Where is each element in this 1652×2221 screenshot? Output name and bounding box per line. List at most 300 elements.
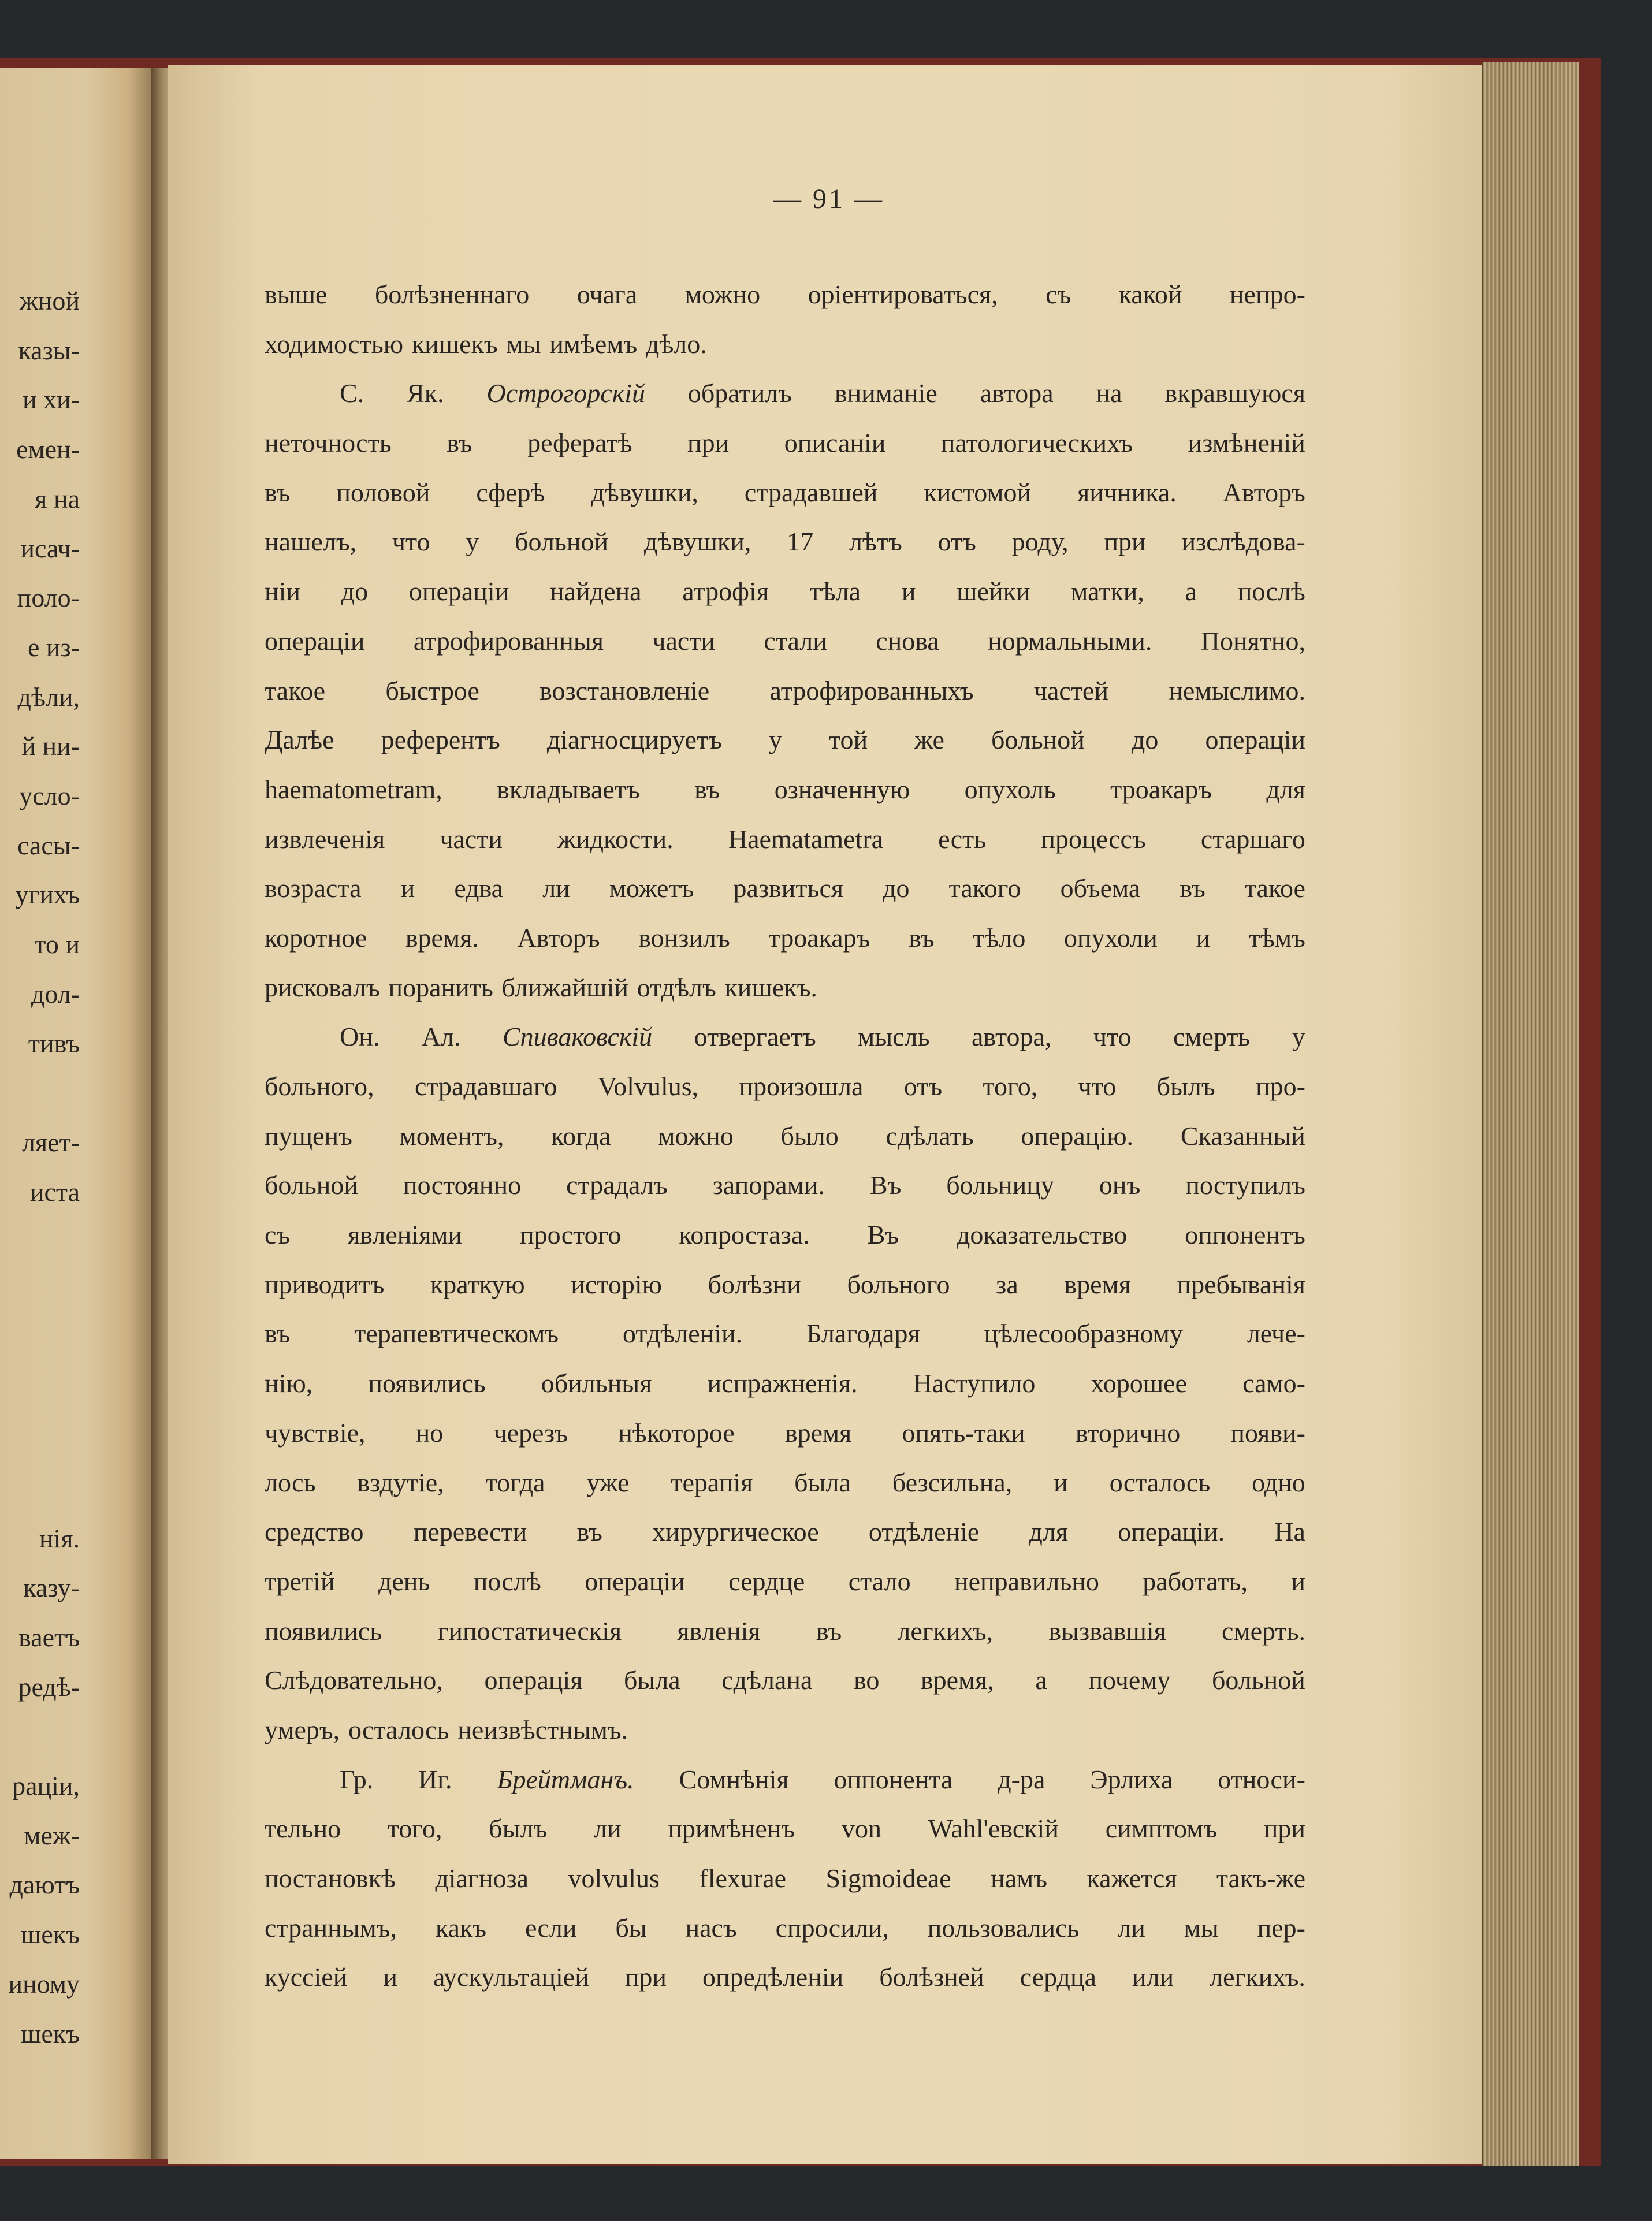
word: снова [876, 626, 939, 656]
word: время [784, 1418, 852, 1448]
word: Наступило [913, 1368, 1036, 1398]
text-line [265, 1160, 1305, 1210]
text-line [265, 1606, 1305, 1656]
word: неправильно [954, 1566, 1099, 1596]
word: Эрлиха [1090, 1764, 1173, 1794]
word: страдавшаго [414, 1072, 557, 1101]
text-line [265, 1952, 1305, 2002]
word: сферѣ [476, 477, 545, 507]
word: вонзилъ [638, 922, 730, 953]
word: мы [1184, 1913, 1219, 1943]
word: атрофированныя [413, 626, 604, 656]
word: запорами. [712, 1170, 825, 1200]
text-line [265, 1408, 1305, 1458]
text-line [265, 1458, 1305, 1508]
word: больной [265, 1170, 358, 1200]
word: Volvulus, [597, 1072, 699, 1101]
word: появи- [1230, 1418, 1305, 1448]
word: почему [1088, 1665, 1171, 1695]
word: Авторъ [517, 922, 600, 953]
word: спросили, [775, 1913, 889, 1943]
word: Як. [407, 378, 444, 408]
left-page-line: поло- [17, 583, 80, 613]
word: обратилъ [687, 378, 792, 408]
left-page-line: угихъ [15, 880, 80, 910]
page-body-text [265, 270, 1305, 2002]
page-number: — 91 — [773, 184, 884, 214]
word: дѣвушки, [643, 527, 751, 557]
word: ли [1118, 1913, 1145, 1943]
text-line [265, 1557, 1305, 1606]
word: автора, [971, 1022, 1052, 1052]
word: сдѣлать [885, 1121, 974, 1151]
word: стало [848, 1566, 911, 1596]
left-page-line: емен- [16, 434, 80, 464]
word: лѣтъ [849, 527, 902, 557]
word: за [996, 1269, 1018, 1299]
word: Sigmoideae [825, 1863, 951, 1893]
author-name: Острогорскій [486, 378, 645, 408]
text-line [265, 1854, 1305, 1903]
word: постоянно [403, 1170, 522, 1200]
book-photo [0, 58, 1601, 2166]
word: оппонента [834, 1764, 953, 1794]
text-line [265, 666, 1305, 716]
word: роду, [1011, 527, 1069, 557]
word: процессъ [1041, 824, 1146, 854]
word: объема [1060, 873, 1141, 903]
word: ніи [265, 576, 301, 607]
word: хорошее [1091, 1368, 1187, 1398]
word: патологическихъ [940, 428, 1133, 458]
word: ближайшій [501, 972, 628, 1002]
left-page-line: ваетъ [18, 1622, 80, 1652]
word: вниманіе [834, 378, 937, 408]
left-page-line: шекъ [21, 2018, 80, 2048]
word: той [829, 725, 868, 755]
word: описаніи [784, 428, 886, 458]
word: въ [447, 428, 472, 458]
word: умеръ, [265, 1714, 340, 1744]
text-line [265, 1260, 1305, 1309]
left-page-line: ляет- [22, 1127, 80, 1157]
word: въ [816, 1616, 842, 1646]
text-line [265, 517, 1305, 567]
left-page-line: сасы- [17, 830, 80, 860]
word: поранить [388, 972, 493, 1002]
word: мысль [858, 1022, 930, 1052]
word: операціи [1205, 725, 1305, 755]
word: такъ-же [1216, 1863, 1305, 1893]
word: легкихъ. [1210, 1962, 1305, 1992]
word: и [1291, 1566, 1305, 1596]
word: очага [576, 280, 638, 309]
word: части [652, 626, 716, 656]
word: былъ [489, 1814, 548, 1844]
word: отъ [903, 1072, 943, 1101]
right-page [168, 65, 1490, 2164]
word: операціи. [1118, 1517, 1225, 1547]
word: нормальными. [988, 626, 1152, 656]
word: про- [1255, 1072, 1305, 1101]
word: volvulus [568, 1863, 660, 1893]
word: найдена [550, 576, 642, 607]
word: для [1029, 1517, 1069, 1547]
left-page-line: тивъ [28, 1028, 80, 1058]
left-page-line: меж- [24, 1820, 80, 1850]
word: что [1093, 1022, 1132, 1052]
word: работать, [1143, 1566, 1248, 1596]
text-line [265, 1705, 1305, 1755]
word: тогда [485, 1467, 545, 1497]
word: во [853, 1665, 880, 1695]
word: больницу [946, 1170, 1054, 1200]
word: операціи [265, 626, 365, 656]
word: нію, [265, 1368, 313, 1398]
word: послѣ [1237, 576, 1305, 607]
page-edges [1482, 62, 1579, 2166]
word: выше [265, 280, 328, 309]
word: осталось [348, 1714, 449, 1744]
word: больной [515, 527, 609, 557]
text-line [265, 715, 1305, 765]
word: была [624, 1665, 680, 1695]
left-page-line: исач- [20, 533, 80, 563]
word: Понятно, [1200, 626, 1305, 656]
word: симптомъ [1105, 1814, 1217, 1844]
word: рефератѣ [527, 428, 632, 458]
word: доказательство [957, 1220, 1128, 1250]
word: haematometram, [265, 774, 442, 804]
word: день [378, 1566, 430, 1596]
word: а [1185, 576, 1197, 607]
word: тѣло [973, 922, 1026, 953]
word: терапія [671, 1467, 753, 1497]
word: и [1054, 1467, 1068, 1497]
word: и [901, 576, 916, 607]
word: вторично [1075, 1418, 1181, 1448]
word: діагносцируетъ [546, 725, 722, 755]
left-page-line: то и [34, 929, 80, 959]
word: отдѣлъ [637, 972, 716, 1002]
word: поступилъ [1185, 1170, 1305, 1200]
word: больной [1211, 1665, 1305, 1695]
word: такое [265, 675, 326, 705]
word: болѣзни [708, 1269, 801, 1299]
word: и [400, 873, 415, 903]
text-line [265, 369, 1305, 418]
word: въ [265, 477, 291, 507]
word: произошла [739, 1072, 864, 1101]
word: опухоль [964, 774, 1056, 804]
left-page-line: иному [8, 1969, 80, 1999]
word: явленіями [348, 1220, 463, 1250]
word: отвергаетъ [694, 1022, 816, 1052]
word: если [524, 1913, 577, 1943]
word: Иг. [418, 1764, 452, 1794]
word: троакаръ [768, 922, 870, 953]
word: третій [265, 1566, 335, 1596]
word: при [1104, 527, 1146, 557]
text-line [265, 270, 1305, 319]
word: едва [454, 873, 504, 903]
word: краткую [430, 1269, 525, 1299]
word: больного, [265, 1072, 374, 1101]
word: тельно [265, 1814, 341, 1844]
left-page-line: усло- [19, 781, 80, 810]
word: появились [368, 1368, 486, 1398]
author-name: Брейтманъ. [497, 1764, 634, 1794]
word: пользовались [927, 1913, 1080, 1943]
word: послѣ [473, 1566, 541, 1596]
word: куссіей [265, 1962, 348, 1992]
word: неточность [265, 428, 392, 458]
word: или [1132, 1962, 1174, 1992]
word: какъ [435, 1913, 487, 1943]
word: легкихъ, [897, 1616, 994, 1646]
author-name: Спиваковскій [503, 1022, 653, 1052]
word: и [383, 1962, 397, 1992]
word: а [1035, 1665, 1047, 1695]
word: можно [684, 280, 761, 309]
left-page-line: дол- [31, 979, 80, 1009]
word: На [1274, 1517, 1305, 1547]
text-line [265, 814, 1305, 864]
word: шейки [957, 576, 1030, 607]
word: приводитъ [265, 1269, 385, 1299]
word: вздутіе, [357, 1467, 444, 1497]
word: flexurae [699, 1863, 787, 1893]
word: смерть. [1222, 1616, 1305, 1646]
word: что [1078, 1072, 1117, 1101]
word: того, [387, 1814, 442, 1844]
left-page-line: нія. [39, 1523, 80, 1553]
word: кишекъ [411, 329, 498, 359]
left-page-line: й ни- [21, 731, 80, 761]
word: Далѣе [265, 725, 334, 755]
word: извлеченія [265, 824, 385, 854]
word: вкладываетъ [497, 774, 640, 804]
word: стали [764, 626, 827, 656]
word: кистомой [924, 477, 1032, 507]
text-line [265, 1755, 1305, 1805]
text-line [265, 864, 1305, 913]
word: Wahl'евскій [928, 1814, 1059, 1844]
word: до [883, 873, 910, 903]
word: черезъ [493, 1418, 568, 1448]
word: отдѣленіи. [623, 1319, 743, 1349]
word: безсильна, [892, 1467, 1013, 1497]
word: яичника. [1077, 477, 1177, 507]
word: больного [847, 1269, 950, 1299]
text-line [265, 765, 1305, 814]
word: уже [586, 1467, 630, 1497]
word: бы [615, 1913, 647, 1943]
word: лось [265, 1467, 316, 1497]
word: неизвѣстнымъ. [457, 1714, 628, 1744]
word: жидкости. [557, 824, 674, 854]
text-line [265, 963, 1305, 1013]
word: у [466, 527, 479, 557]
word: оппонентъ [1185, 1220, 1305, 1250]
word: осталось [1109, 1467, 1211, 1497]
word: коротное [265, 922, 367, 953]
word: при [687, 428, 730, 458]
word: въ [265, 1319, 291, 1349]
word: д-ра [998, 1764, 1045, 1794]
word: можно [658, 1121, 734, 1151]
text-line [265, 319, 1305, 369]
word: была [794, 1467, 851, 1497]
word: Сомнѣнія [679, 1764, 789, 1794]
word: von [841, 1814, 881, 1844]
word: сердце [728, 1566, 805, 1596]
word: части [440, 824, 503, 854]
word: пребыванія [1177, 1269, 1305, 1299]
text-line [265, 1210, 1305, 1260]
word: атрофія [682, 576, 769, 607]
word: хирургическое [652, 1517, 819, 1547]
word: постановкѣ [265, 1863, 396, 1893]
word: операціи [408, 576, 509, 607]
left-page-line: казу- [23, 1573, 80, 1603]
word: діагноза [435, 1863, 529, 1893]
word: смерть [1173, 1022, 1251, 1052]
text-line [265, 468, 1305, 518]
word: перевести [413, 1517, 527, 1547]
text-line [265, 1062, 1305, 1111]
word: Сказанный [1180, 1121, 1305, 1151]
word: Он. [340, 1022, 380, 1052]
text-line [265, 1111, 1305, 1161]
word: какой [1118, 280, 1182, 309]
word: атрофированныхъ [769, 675, 974, 705]
word: съ [1045, 280, 1071, 309]
word: такого [948, 873, 1021, 903]
word: Слѣдовательно, [265, 1665, 443, 1695]
word: когда [551, 1121, 611, 1151]
word: было [780, 1121, 839, 1151]
word: отдѣленіе [868, 1517, 980, 1547]
word: у [1292, 1022, 1305, 1052]
word: насъ [685, 1913, 737, 1943]
word: операція [484, 1665, 583, 1695]
word: дѣло. [645, 329, 707, 359]
word: возраста [265, 873, 362, 903]
word: терапевтическомъ [354, 1319, 559, 1349]
word: дѣвушки, [591, 477, 698, 507]
word: ли [542, 873, 570, 903]
text-line [265, 616, 1305, 666]
word: въ [909, 922, 935, 953]
text-line [265, 1012, 1305, 1062]
left-page-line: дѣли, [17, 682, 80, 712]
left-page-line: казы- [18, 335, 80, 365]
word: изслѣдова- [1181, 527, 1305, 557]
word: сдѣлана [721, 1665, 813, 1695]
word: кишекъ. [724, 972, 817, 1002]
left-page-line: я на [35, 483, 80, 514]
word: аускультаціей [433, 1962, 589, 1992]
word: время [1064, 1269, 1131, 1299]
word: 17 [787, 527, 814, 557]
word: само- [1242, 1368, 1305, 1398]
word: тѣмъ [1248, 922, 1305, 953]
word: сердца [1020, 1962, 1096, 1992]
text-line [265, 1903, 1305, 1953]
text-line [265, 1655, 1305, 1705]
word: вызвавшія [1048, 1616, 1166, 1646]
word: лече- [1247, 1319, 1305, 1349]
word: въ [1180, 873, 1205, 903]
word: означенную [774, 774, 910, 804]
left-page-line: даютъ [9, 1870, 80, 1900]
word: Ал. [421, 1022, 461, 1052]
left-page-line: иста [29, 1177, 80, 1207]
word: время, [920, 1665, 994, 1695]
word: пущенъ [265, 1121, 352, 1151]
word: въ [576, 1517, 602, 1547]
left-page-line: шекъ [21, 1919, 80, 1950]
word: можетъ [609, 873, 694, 903]
word: опредѣленіи [702, 1962, 844, 1992]
word: немыслимо. [1169, 675, 1305, 705]
word: онъ [1099, 1170, 1141, 1200]
word: нашелъ, [265, 527, 357, 557]
word: и [1196, 922, 1211, 953]
word: С. [340, 378, 364, 408]
word: страдавшей [744, 477, 878, 507]
word: частей [1033, 675, 1108, 705]
word: моментъ, [399, 1121, 504, 1151]
word: былъ [1156, 1072, 1215, 1101]
word: до [1132, 725, 1159, 755]
word: опять-таки [902, 1418, 1025, 1448]
word: для [1266, 774, 1305, 804]
left-page-line: раціи, [12, 1771, 80, 1800]
word: кажется [1087, 1863, 1177, 1893]
text-line [265, 1359, 1305, 1408]
word: Haematametra [728, 824, 884, 854]
word: матки, [1071, 576, 1144, 607]
text-line [265, 1507, 1305, 1557]
word: такое [1244, 873, 1305, 903]
left-page-line: жной [19, 286, 80, 315]
left-page-line: е из- [27, 632, 80, 662]
word: копростаза. [679, 1220, 810, 1250]
word: у [768, 725, 782, 755]
word: намъ [991, 1863, 1048, 1893]
word: Благодаря [806, 1319, 920, 1349]
word: появились [265, 1616, 382, 1646]
word: страдалъ [566, 1170, 668, 1200]
word: до [341, 576, 369, 607]
word: быстрое [385, 675, 479, 705]
word: измѣненій [1188, 428, 1305, 458]
word: Въ [869, 1170, 902, 1200]
left-page-line: редѣ- [18, 1672, 80, 1702]
word: болѣзней [879, 1962, 984, 1992]
word: того, [983, 1072, 1038, 1101]
text-line [265, 913, 1305, 963]
word: имѣемъ [549, 329, 638, 359]
word: ли [594, 1814, 622, 1844]
word: отъ [937, 527, 976, 557]
word: при [1263, 1814, 1305, 1844]
word: съ [265, 1220, 291, 1250]
word: опухоли [1064, 922, 1158, 953]
word: старшаго [1200, 824, 1305, 854]
